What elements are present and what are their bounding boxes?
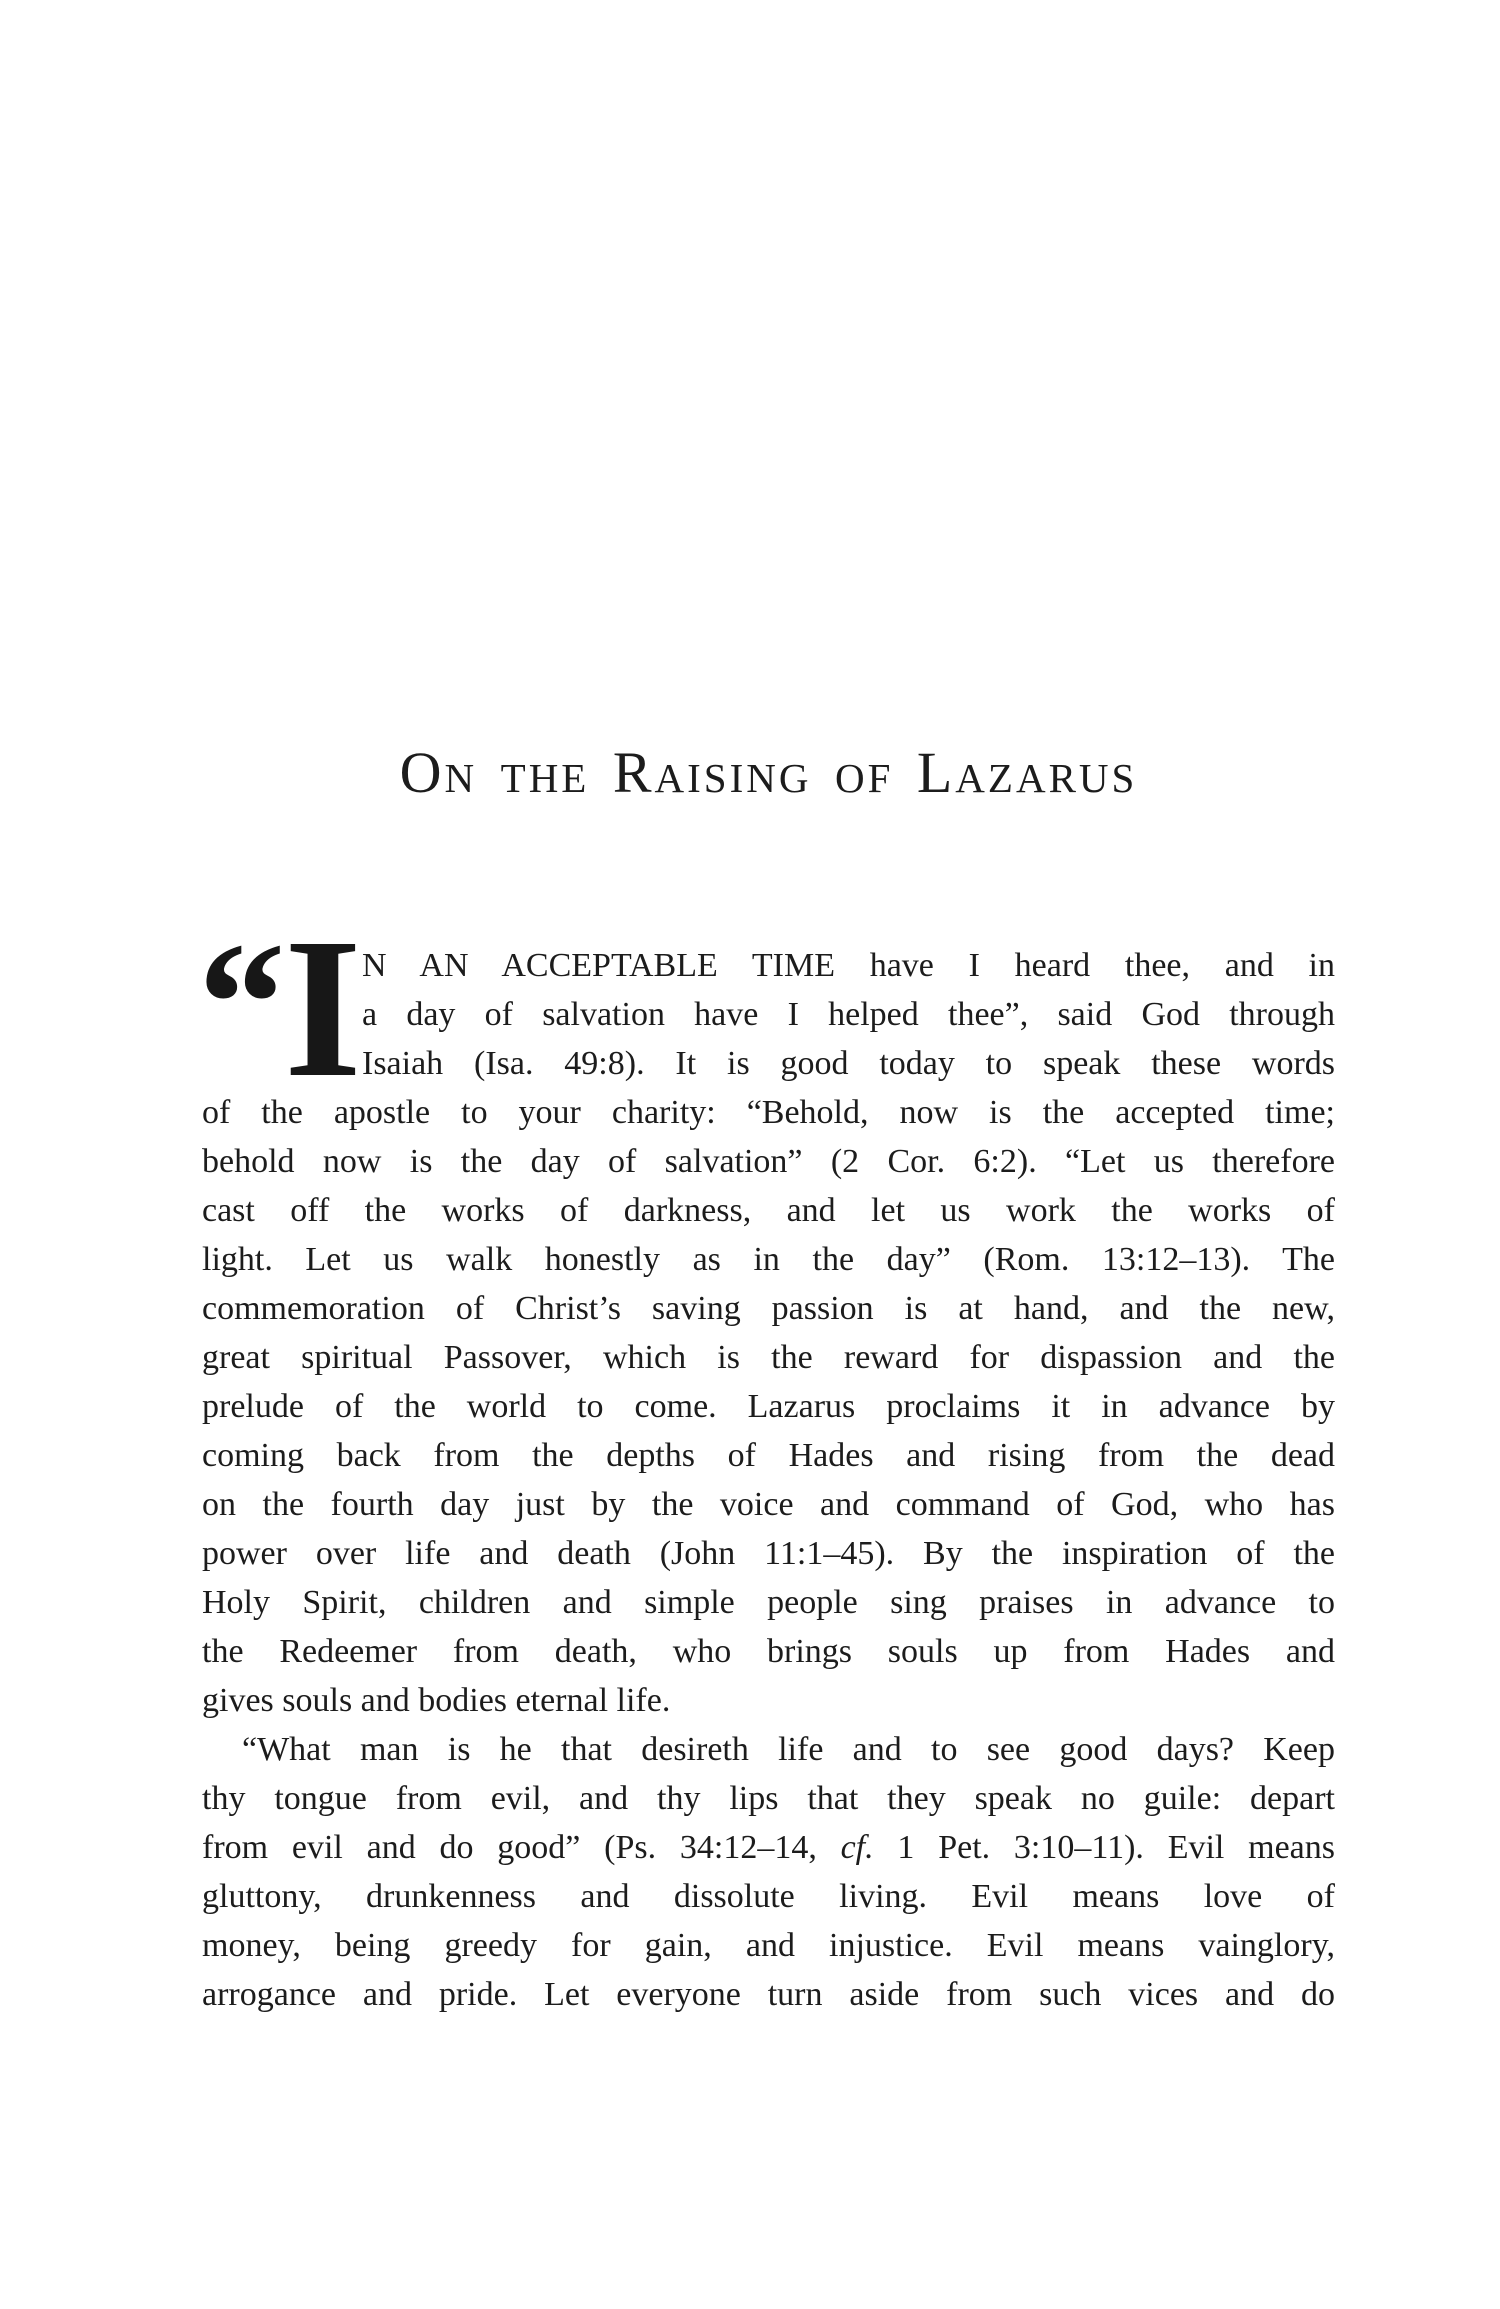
chapter-title: On the Raising of Lazarus <box>399 740 1138 805</box>
body-text <box>198 898 1335 2019</box>
text-line: power over life and death (John 11:1–45). By the inspiration of the <box>202 1535 1335 1572</box>
text-line: arrogance and pride. Let everyone turn aside from such vices and do <box>202 1976 1335 2013</box>
text-line: thy tongue from evil, and thy lips that they speak no guile: depart <box>202 1780 1335 1817</box>
text-line: “What man is he that desireth life and to see good days? Keep <box>242 1731 1335 1768</box>
paragraph-2 <box>202 1725 1335 2019</box>
text-line: gives souls and bodies eternal life. <box>202 1682 671 1719</box>
text-line: coming back from the depths of Hades and rising from the dead <box>202 1437 1335 1474</box>
text-line: N AN ACCEPTABLE TIME have I heard thee, and in <box>362 947 1335 984</box>
dropcap-block <box>198 898 362 1119</box>
text-line: Isaiah (Isa. 49:8). It is good today to speak these words <box>362 1045 1335 1082</box>
text-line: from evil and do good” (Ps. 34:12–14, cf. 1 Pet. 3:10–11). Evil means <box>202 1829 1335 1866</box>
text-line: gluttony, drunkenness and dissolute living. Evil means love of <box>202 1878 1335 1915</box>
paragraph-1 <box>198 898 1335 1725</box>
text-line: money, being greedy for gain, and injustice. Evil means vainglory, <box>202 1927 1335 1964</box>
text-line: cast off the works of darkness, and let us work the works of <box>202 1192 1335 1229</box>
text-line: great spiritual Passover, which is the reward for dispassion and the <box>202 1339 1335 1376</box>
dropcap-letter: I <box>284 898 362 1119</box>
text-line: a day of salvation have I helped thee”, said God through <box>362 996 1335 1033</box>
text-line: of the apostle to your charity: “Behold, now is the accepted time; <box>202 1094 1335 1131</box>
opening-quote-mark: “ <box>198 906 286 1100</box>
text-line: commemoration of Christ’s saving passion is at hand, and the new, <box>202 1290 1335 1327</box>
text-line: the Redeemer from death, who brings souls up from Hades and <box>202 1633 1335 1670</box>
text-line: on the fourth day just by the voice and command of God, who has <box>202 1486 1335 1523</box>
text-line: behold now is the day of salvation” (2 Cor. 6:2). “Let us therefore <box>202 1143 1335 1180</box>
text-line: prelude of the world to come. Lazarus proclaims it in advance by <box>202 1388 1335 1425</box>
text-line: light. Let us walk honestly as in the day” (Rom. 13:12–13). The <box>202 1241 1335 1278</box>
text-line: Holy Spirit, children and simple people sing praises in advance to <box>202 1584 1335 1621</box>
